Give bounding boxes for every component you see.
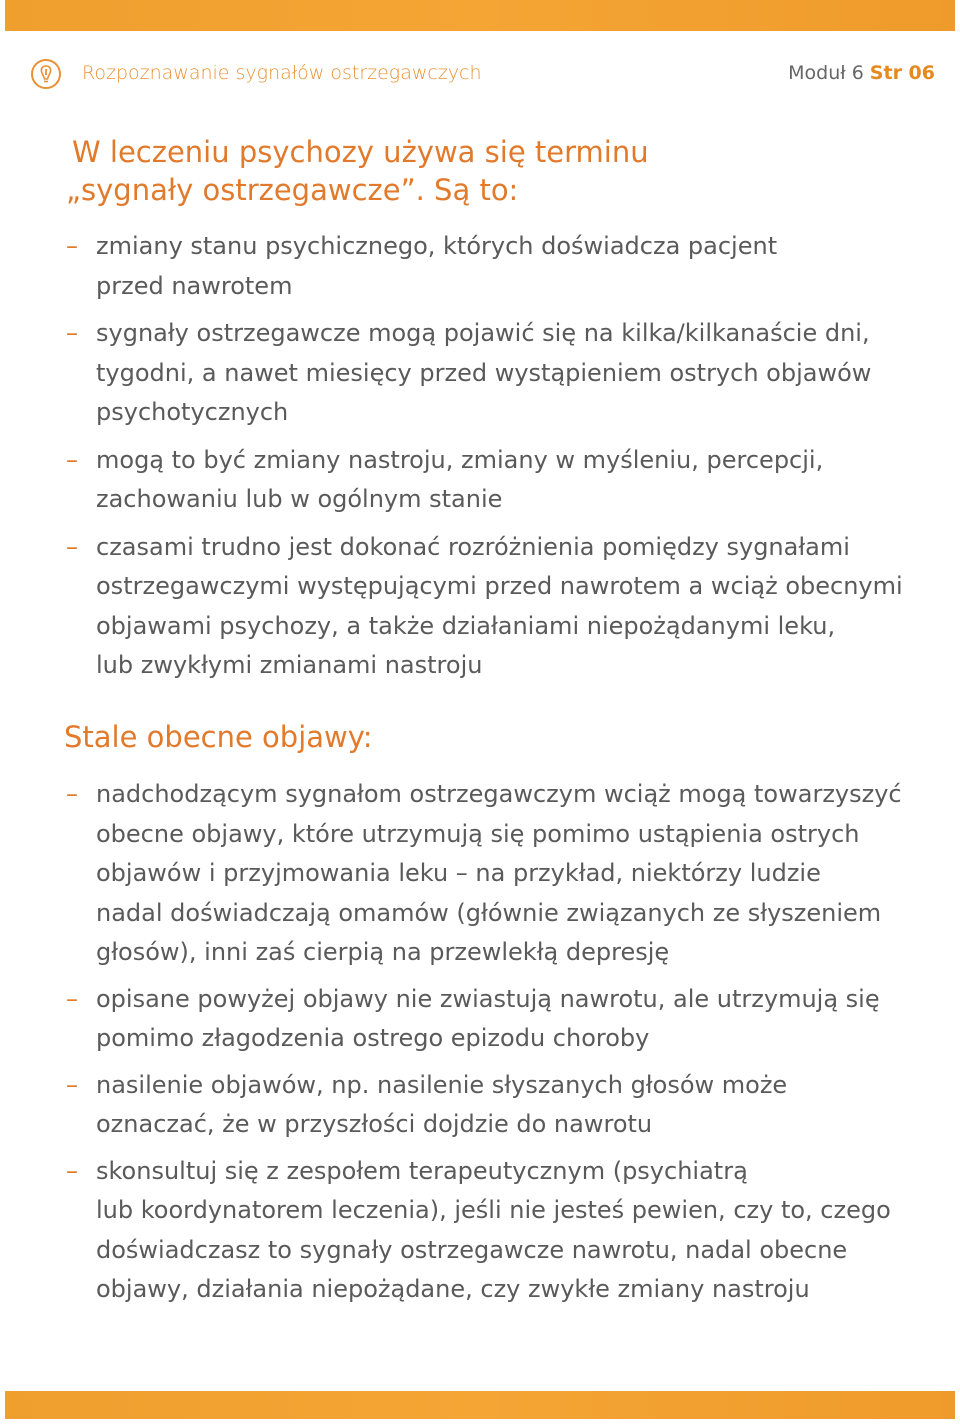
- list-item-line: nadal doświadczają omamów (głównie związanych ze słyszeniem: [96, 898, 882, 927]
- intro-line: W leczeniu psychozy używa się terminu: [72, 135, 649, 169]
- list-item-line: nadchodzącym sygnałom ostrzegawczym wciąż mogą towarzyszyć: [96, 780, 902, 808]
- list-item-line: sygnały ostrzegawcze mogą pojawić się na kilka/kilkanaście dni,: [96, 319, 870, 347]
- page-number: Str 06: [869, 62, 935, 84]
- list-item: [0, 775, 916, 973]
- list-item: [0, 980, 916, 1059]
- list-item: [0, 1066, 916, 1145]
- list-item-line: objawy, działania niepożądane, czy zwykłe zmiany nastroju: [96, 1275, 810, 1303]
- warning-bulb-icon: [30, 58, 62, 90]
- bottom-decorative-band: [5, 1391, 955, 1419]
- list-item: [0, 528, 916, 686]
- list-item-line: oznaczać, że w przyszłości dojdzie do nawrotu: [96, 1110, 653, 1138]
- list-item-line: objawami psychozy, a także działaniami niepożądanymi leku,: [96, 611, 836, 640]
- list-item-line: lub zwykłymi zmianami nastroju: [96, 651, 483, 679]
- list-item-line: pomimo złagodzenia ostrego epizodu choroby: [96, 1024, 650, 1052]
- persistent-symptoms-list: [0, 775, 916, 1317]
- list-item-line: głosów), inni zaś cierpią na przewlekłą depresję: [96, 938, 670, 966]
- list-item-line: doświadczasz to sygnały ostrzegawcze nawrotu, nadal obecne: [96, 1235, 848, 1264]
- top-decorative-band: [5, 0, 955, 31]
- list-item: [0, 227, 916, 306]
- list-item-line: czasami trudno jest dokonać rozróżnienia pomiędzy sygnałami: [96, 532, 850, 561]
- dash-bullet: –: [66, 532, 78, 561]
- page-header: [30, 58, 935, 92]
- list-item: [0, 441, 916, 520]
- list-item-line: zmiany stanu psychicznego, których doświadcza pacjent: [96, 232, 778, 260]
- dash-bullet: –: [66, 319, 78, 347]
- intro-heading: [66, 133, 926, 209]
- section-title: Stale obecne objawy:: [64, 720, 373, 754]
- list-item-line: skonsultuj się z zespołem terapeutycznym (psychiatrą: [96, 1156, 748, 1185]
- module-indicator: [788, 62, 935, 84]
- list-item-line: nasilenie objawów, np. nasilenie słyszanych głosów może: [96, 1070, 788, 1099]
- module-label: Moduł 6: [788, 62, 864, 84]
- header-title: Rozpoznawanie sygnałów ostrzegawczych: [82, 62, 482, 84]
- warning-signs-list: [0, 227, 916, 686]
- dash-bullet: –: [66, 232, 78, 260]
- list-item-line: opisane powyżej objawy nie zwiastują nawrotu, ale utrzymują się: [96, 984, 880, 1013]
- dash-bullet: –: [66, 445, 78, 474]
- dash-bullet: –: [66, 1070, 78, 1099]
- list-item-line: lub koordynatorem leczenia), jeśli nie jesteś pewien, czy to, czego: [96, 1196, 891, 1224]
- list-item-line: ostrzegawczymi występującymi przed nawrotem a wciąż obecnymi: [96, 572, 903, 600]
- list-item-line: tygodni, a nawet miesięcy przed wystąpieniem ostrych objawów: [96, 358, 872, 387]
- intro-line: „sygnały ostrzegawcze”. Są to:: [66, 173, 519, 207]
- list-item-line: mogą to być zmiany nastroju, zmiany w myśleniu, percepcji,: [96, 445, 824, 474]
- dash-bullet: –: [66, 984, 78, 1013]
- list-item-line: psychotycznych: [96, 398, 289, 426]
- list-item-line: objawów i przyjmowania leku – na przykład, niektórzy ludzie: [96, 859, 821, 887]
- list-item: [0, 1152, 916, 1310]
- list-item-line: zachowaniu lub w ogólnym stanie: [96, 485, 503, 513]
- dash-bullet: –: [66, 780, 78, 808]
- dash-bullet: –: [66, 1156, 78, 1185]
- list-item: [0, 314, 916, 433]
- list-item-line: przed nawrotem: [96, 271, 293, 300]
- list-item-line: obecne objawy, które utrzymują się pomimo ustąpienia ostrych: [96, 819, 860, 848]
